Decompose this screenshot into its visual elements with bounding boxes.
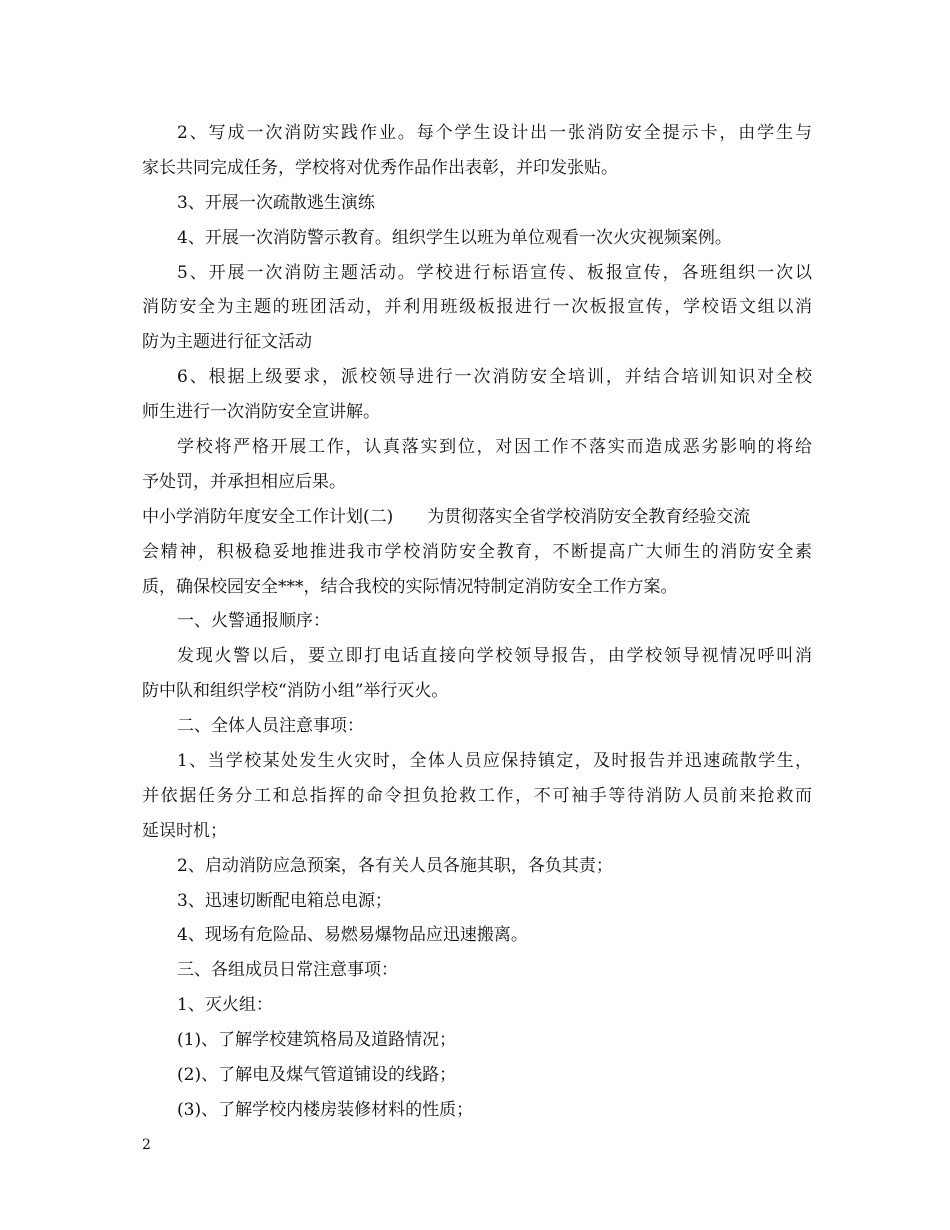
paragraph-line: 延误时机； xyxy=(142,820,227,841)
section-title-line xyxy=(142,500,812,535)
section-title: 中小学消防年度安全工作计划(二) xyxy=(142,506,394,527)
paragraph-line: 2、启动消防应急预案，各有关人员各施其职，各负其责； xyxy=(177,855,613,876)
paragraph-line: 防为主题进行征文活动 xyxy=(142,332,312,353)
list-item: (1)、了解学校建筑格局及道路情况； xyxy=(177,1030,457,1051)
paragraph-line: 3、迅速切断配电箱总电源； xyxy=(177,890,392,911)
heading-line: 一、火警通报顺序： xyxy=(177,611,330,632)
paragraph-line: 家长共同完成任务，学校将对优秀作品作出表彰，并印发张贴。 xyxy=(142,157,618,178)
paragraph-line: 1、灭火组： xyxy=(177,995,273,1016)
paragraph-line: 为贯彻落实全省学校消防安全教育经验交流 xyxy=(427,506,751,527)
heading-line: 二、全体人员注意事项： xyxy=(177,716,364,737)
paragraph-line: 消防安全为主题的班团活动，并利用班级板报进行一次板报宣传，学校语文组以消 xyxy=(142,297,812,318)
paragraph-line: 发现火警以后，要立即打电话直接向学校领导报告，由学校领导视情况呼叫消 xyxy=(177,646,812,667)
paragraph-line: 并依据任务分工和总指挥的命令担负抢救工作，不可袖手等待消防人员前来抢救而 xyxy=(142,785,812,806)
body-text xyxy=(142,116,812,1128)
page-number: 2 xyxy=(142,1137,151,1153)
list-item: (2)、了解电及煤气管道铺设的线路； xyxy=(177,1065,457,1086)
paragraph-line: 师生进行一次消防安全宣讲解。 xyxy=(142,402,380,423)
paragraph-line: 质，确保校园安全***，结合我校的实际情况特制定消防安全工作方案。 xyxy=(142,576,678,597)
paragraph-line: 1、当学校某处发生火灾时，全体人员应保持镇定，及时报告并迅速疏散学生， xyxy=(177,751,812,772)
list-item: (3)、了解学校内楼房装修材料的性质； xyxy=(177,1099,474,1120)
paragraph-line: 5、开展一次消防主题活动。学校进行标语宣传、板报宣传，各班组织一次以 xyxy=(177,262,812,283)
paragraph-line: 予处罚，并承担相应后果。 xyxy=(142,471,346,492)
paragraph-line: 3、开展一次疏散逃生演练 xyxy=(177,192,375,213)
paragraph-line: 6、根据上级要求，派校领导进行一次消防安全培训，并结合培训知识对全校 xyxy=(177,367,812,388)
paragraph-line: 2、写成一次消防实践作业。每个学生设计出一张消防安全提示卡，由学生与 xyxy=(177,123,812,143)
heading-line: 三、各组成员日常注意事项： xyxy=(177,960,398,981)
paragraph-line: 4、开展一次消防警示教育。组织学生以班为单位观看一次火灾视频案例。 xyxy=(177,227,732,248)
paragraph-line: 防中队和组织学校“消防小组”举行灭火。 xyxy=(142,681,449,702)
paragraph-line: 会精神，积极稳妥地推进我市学校消防安全教育，不断提高广大师生的消防安全素 xyxy=(142,541,812,562)
paragraph-line: 学校将严格开展工作，认真落实到位，对因工作不落实而造成恶劣影响的将给 xyxy=(177,437,812,458)
paragraph-line: 4、现场有危险品、易燃易爆物品应迅速搬离。 xyxy=(177,925,528,946)
